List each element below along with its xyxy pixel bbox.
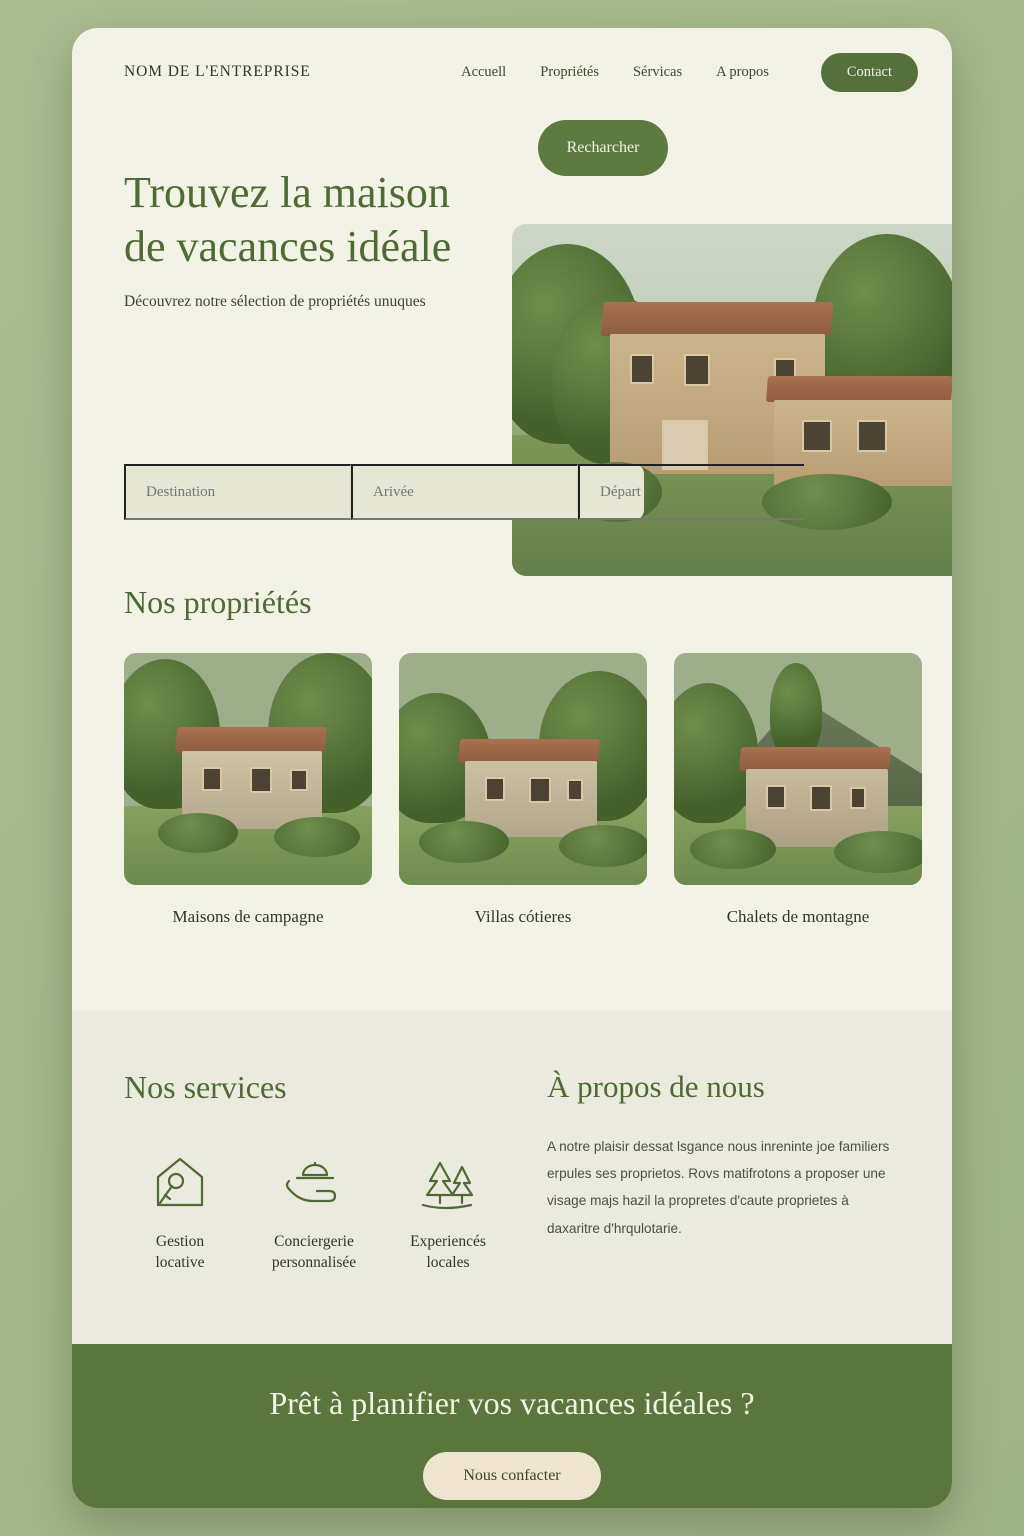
house-door (662, 420, 708, 470)
property-image-coastal (399, 653, 647, 885)
cta-contact-button[interactable]: Nous confacter (423, 1452, 600, 1500)
property-card-list (124, 653, 900, 927)
house-window (630, 354, 654, 384)
cta-section (72, 1344, 952, 1508)
property-caption: Chalets de montagne (726, 907, 870, 926)
site-header (72, 28, 952, 116)
annex-roof (766, 376, 952, 402)
about-column (519, 1069, 900, 1274)
property-card[interactable] (674, 653, 922, 927)
house-window (684, 354, 710, 386)
house-key-icon (124, 1146, 236, 1218)
destination-input[interactable] (124, 464, 351, 520)
properties-title: Nos propriétés (124, 584, 312, 620)
about-paragraph: A notre plaisir dessat lsgance nous inreninte joe familiers erpules ses proprietos. Rovs matifrotons a proposer une visage majs hazil la propretes d'caute proprietes à daxaritre d'hrqulotarie. (547, 1139, 890, 1236)
service-label: Gestion locative (155, 1233, 205, 1271)
services-column (124, 1069, 519, 1274)
property-image-countryside (124, 653, 372, 885)
hero-title-line-1: Trouvez la maison (124, 168, 450, 217)
property-card[interactable] (124, 653, 372, 927)
service-label: Conciergerie personnalisée (271, 1233, 357, 1271)
property-card[interactable] (399, 653, 647, 927)
annex-window (802, 420, 832, 452)
nav-item-a-propos[interactable]: A propos (716, 63, 769, 80)
service-item-conciergerie[interactable] (258, 1146, 370, 1274)
services-about-band (72, 1011, 952, 1344)
nav-item-services[interactable]: Sérvicas (632, 63, 683, 80)
services-list (124, 1146, 519, 1274)
service-item-experiences[interactable] (392, 1146, 504, 1274)
services-title: Nos services (124, 1069, 287, 1105)
contact-button[interactable]: Contact (821, 53, 918, 92)
property-caption: Maisons de campagne (172, 907, 324, 926)
properties-section (72, 516, 952, 927)
departure-date-input[interactable] (578, 464, 804, 520)
hero-section (72, 116, 952, 516)
website-card (72, 28, 952, 1508)
search-bar (124, 464, 644, 520)
service-item-gestion-locative[interactable] (124, 1146, 236, 1274)
service-label: Experiencés locales (410, 1233, 486, 1271)
brand-logo[interactable]: NOM DE L'ENTREPRISE (124, 63, 311, 80)
nav-item-accueil[interactable]: Accuell (461, 63, 507, 80)
cta-title: Prêt à planifier vos vacances idéales ? (269, 1385, 755, 1422)
main-navigation (461, 53, 918, 92)
arrival-date-input[interactable] (351, 464, 578, 520)
nav-item-proprietes[interactable]: Propriétés (540, 63, 599, 80)
property-caption: Villas cótieres (474, 907, 572, 926)
about-title: À propos de nous (547, 1069, 765, 1104)
search-button[interactable]: Recharcher (538, 120, 668, 176)
hero-title-line-2: de vacances idéale (124, 221, 452, 271)
hero-copy (124, 166, 644, 311)
property-image-mountain (674, 653, 922, 885)
annex-window (857, 420, 887, 452)
hand-tray-icon (258, 1146, 370, 1218)
hero-subtitle: Découvrez notre sélection de propriétés unuques (124, 293, 426, 311)
pine-trees-icon (392, 1146, 504, 1218)
